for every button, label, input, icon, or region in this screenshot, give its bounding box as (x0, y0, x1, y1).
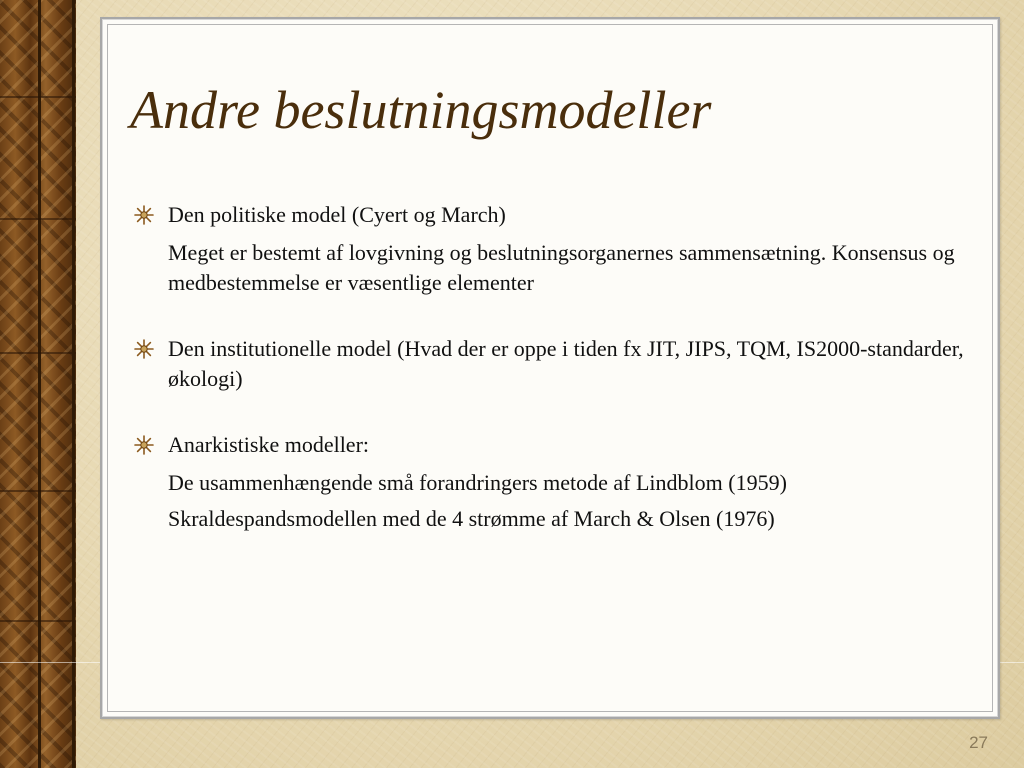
bullet-heading: Den politiske model (Cyert og March) (168, 202, 506, 227)
strip-divider (0, 218, 76, 220)
bullet-heading: Den institutionelle model (Hvad der er oppe i tiden fx JIT, JIPS, TQM, IS2000-standarder, økologi) (168, 336, 964, 391)
bullet-detail-line: De usammenhængende små forandringers metode af Lindblom (1959) (168, 470, 787, 495)
decorative-wood-strip (0, 0, 76, 768)
slide-body (130, 200, 990, 540)
slide-page-number: 27 (969, 733, 988, 752)
bullet-heading: Anarkistiske modeller: (168, 432, 370, 457)
strip-divider (0, 620, 76, 622)
bullet-detail-line: Meget er bestemt af lovgivning og beslutningsorganernes sammensætning. Konsensus og medbestemmelse er væsentlige elementer (168, 240, 955, 295)
strip-divider (0, 490, 76, 492)
bullet-item (130, 200, 990, 298)
sunburst-bullet-icon (134, 435, 154, 455)
bullet-item (130, 334, 990, 394)
slide-title: Andre beslutningsmodeller (130, 80, 712, 140)
sunburst-bullet-icon (134, 205, 154, 225)
strip-divider (0, 352, 76, 354)
bullet-detail-line: Skraldespandsmodellen med de 4 strømme af March & Olsen (1976) (168, 506, 775, 531)
sunburst-bullet-icon (134, 339, 154, 359)
bullet-item (130, 430, 990, 534)
strip-divider (0, 96, 76, 98)
